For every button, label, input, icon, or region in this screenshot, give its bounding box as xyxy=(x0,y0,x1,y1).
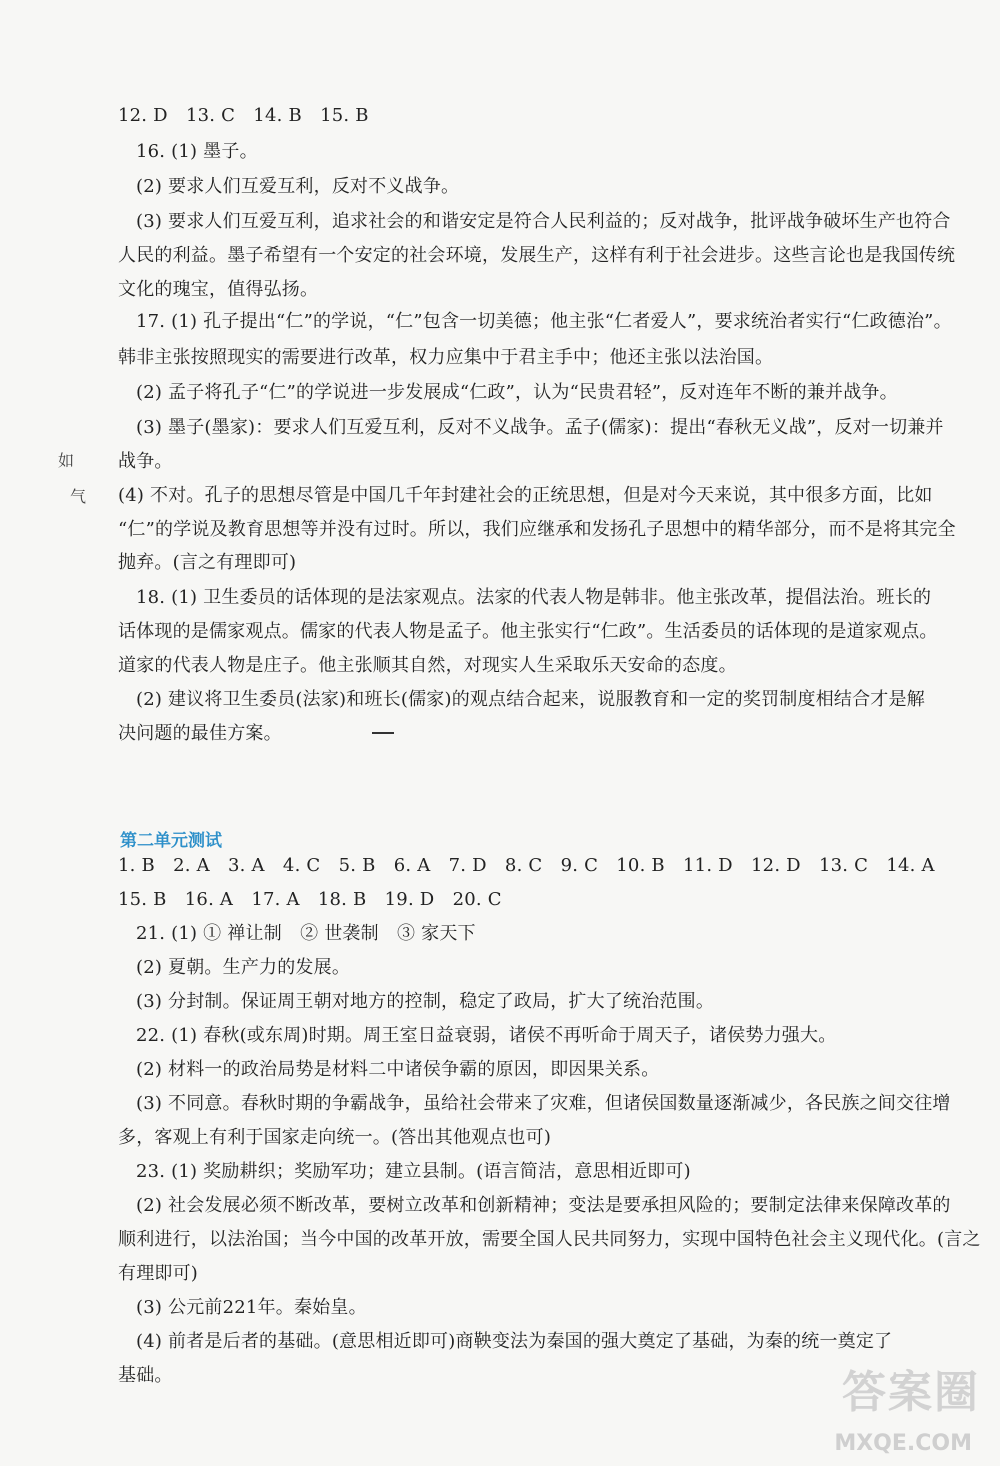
answer-line: (3) 墨子(墨家)：要求人们互爱互利，反对不义战争。孟子(儒家)：提出“春秋无义战”，反对一切兼并 xyxy=(136,417,944,438)
watermark-url: MXQE.COM xyxy=(834,1431,972,1456)
answer-line: “仁”的学说及教育思想等并没有过时。所以，我们应继承和发扬孔子思想中的精华部分，而不是将其完全 xyxy=(118,519,956,540)
answer-line: (2) 建议将卫生委员(法家)和班长(儒家)的观点结合起来，说服教育和一定的奖罚制度相结合才是解 xyxy=(136,689,925,710)
answer-line: 基础。 xyxy=(118,1365,173,1386)
answer-line: (3) 公元前221年。秦始皇。 xyxy=(136,1297,367,1318)
answer-line: (3) 要求人们互爱互利，追求社会的和谐安定是符合人民利益的；反对战争，批评战争破坏生产也符合 xyxy=(136,211,951,232)
answer-line: 顺利进行，以法治国；当今中国的改革开放，需要全国人民共同努力，实现中国特色社会主义现代化。(言之 xyxy=(118,1229,981,1250)
answer-line: (2) 夏朝。生产力的发展。 xyxy=(136,957,351,978)
answer-line: (3) 不同意。春秋时期的争霸战争，虽给社会带来了灾难，但诸侯国数量逐渐减少，各民族之间交往增 xyxy=(136,1093,951,1114)
handwritten-margin-note: 气 xyxy=(70,487,87,506)
answer-line: (2) 孟子将孔子“仁”的学说进一步发展成“仁政”，认为“民贵君轻”，反对连年不断的兼并战争。 xyxy=(136,382,898,403)
answer-line: 15. B 16. A 17. A 18. B 19. D 20. C xyxy=(118,889,502,910)
answer-line: 抛弃。(言之有理即可) xyxy=(118,552,297,573)
answer-line: 17. (1) 孔子提出“仁”的学说，“仁”包含一切美德；他主张“仁者爱人”，要求统治者实行“仁政德治”。 xyxy=(136,311,952,332)
answer-line: 话体现的是儒家观点。儒家的代表人物是孟子。他主张实行“仁政”。生活委员的话体现的是道家观点。 xyxy=(118,621,938,642)
section-title: 第二单元测试 xyxy=(120,831,222,851)
answer-line: 1. B 2. A 3. A 4. C 5. B 6. A 7. D 8. C 9. C 10. B 11. D 12. D 13. C 14. A xyxy=(118,855,935,876)
answer-line: (2) 要求人们互爱互利，反对不义战争。 xyxy=(136,176,460,197)
answer-line: 有理即可) xyxy=(118,1263,199,1284)
answer-line: 决问题的最佳方案。 xyxy=(118,723,282,744)
answer-line: 多，客观上有利于国家走向统一。(答出其他观点也可) xyxy=(118,1127,552,1148)
answer-line: 韩非主张按照现实的需要进行改革，权力应集中于君主手中；他还主张以法治国。 xyxy=(118,347,774,368)
answer-line: 文化的瑰宝，值得弘扬。 xyxy=(118,279,319,300)
answer-line: (2) 社会发展必须不断改革，要树立改革和创新精神；变法是要承担风险的；要制定法律来保障改革的 xyxy=(136,1195,951,1216)
answer-line: 21. (1) ① 禅让制 ② 世袭制 ③ 家天下 xyxy=(136,923,476,944)
answer-line: 人民的利益。墨子希望有一个安定的社会环境，发展生产，这样有利于社会进步。这些言论也是我国传统 xyxy=(118,245,956,266)
handwritten-margin-note: 如 xyxy=(58,451,75,470)
answer-line: 23. (1) 奖励耕织；奖励军功；建立县制。(语言简洁，意思相近即可) xyxy=(136,1161,691,1182)
answer-line: 22. (1) 春秋(或东周)时期。周王室日益衰弱，诸侯不再听命于周天子，诸侯势力强大。 xyxy=(136,1025,837,1046)
handwritten-dash xyxy=(372,732,394,734)
answer-line: 道家的代表人物是庄子。他主张顺其自然，对现实人生采取乐天安命的态度。 xyxy=(118,655,737,676)
watermark xyxy=(800,1356,980,1456)
answer-line: 12. D 13. C 14. B 15. B xyxy=(118,105,369,126)
answer-line: (3) 分封制。保证周王朝对地方的控制，稳定了政局，扩大了统治范围。 xyxy=(136,991,715,1012)
answer-line: 16. (1) 墨子。 xyxy=(136,141,258,162)
answer-line: (4) 不对。孔子的思想尽管是中国几千年封建社会的正统思想，但是对今天来说，其中很多方面，比如 xyxy=(118,485,933,506)
answer-line: (2) 材料一的政治局势是材料二中诸侯争霸的原因，即因果关系。 xyxy=(136,1059,660,1080)
answer-line: 18. (1) 卫生委员的话体现的是法家观点。法家的代表人物是韩非。他主张改革，提倡法治。班长的 xyxy=(136,587,932,608)
answer-line: 战争。 xyxy=(118,451,173,472)
watermark-logo: 答案圈 xyxy=(842,1367,980,1418)
answer-line: (4) 前者是后者的基础。(意思相近即可)商鞅变法为秦国的强大奠定了基础，为秦的统一奠定了 xyxy=(136,1331,893,1352)
